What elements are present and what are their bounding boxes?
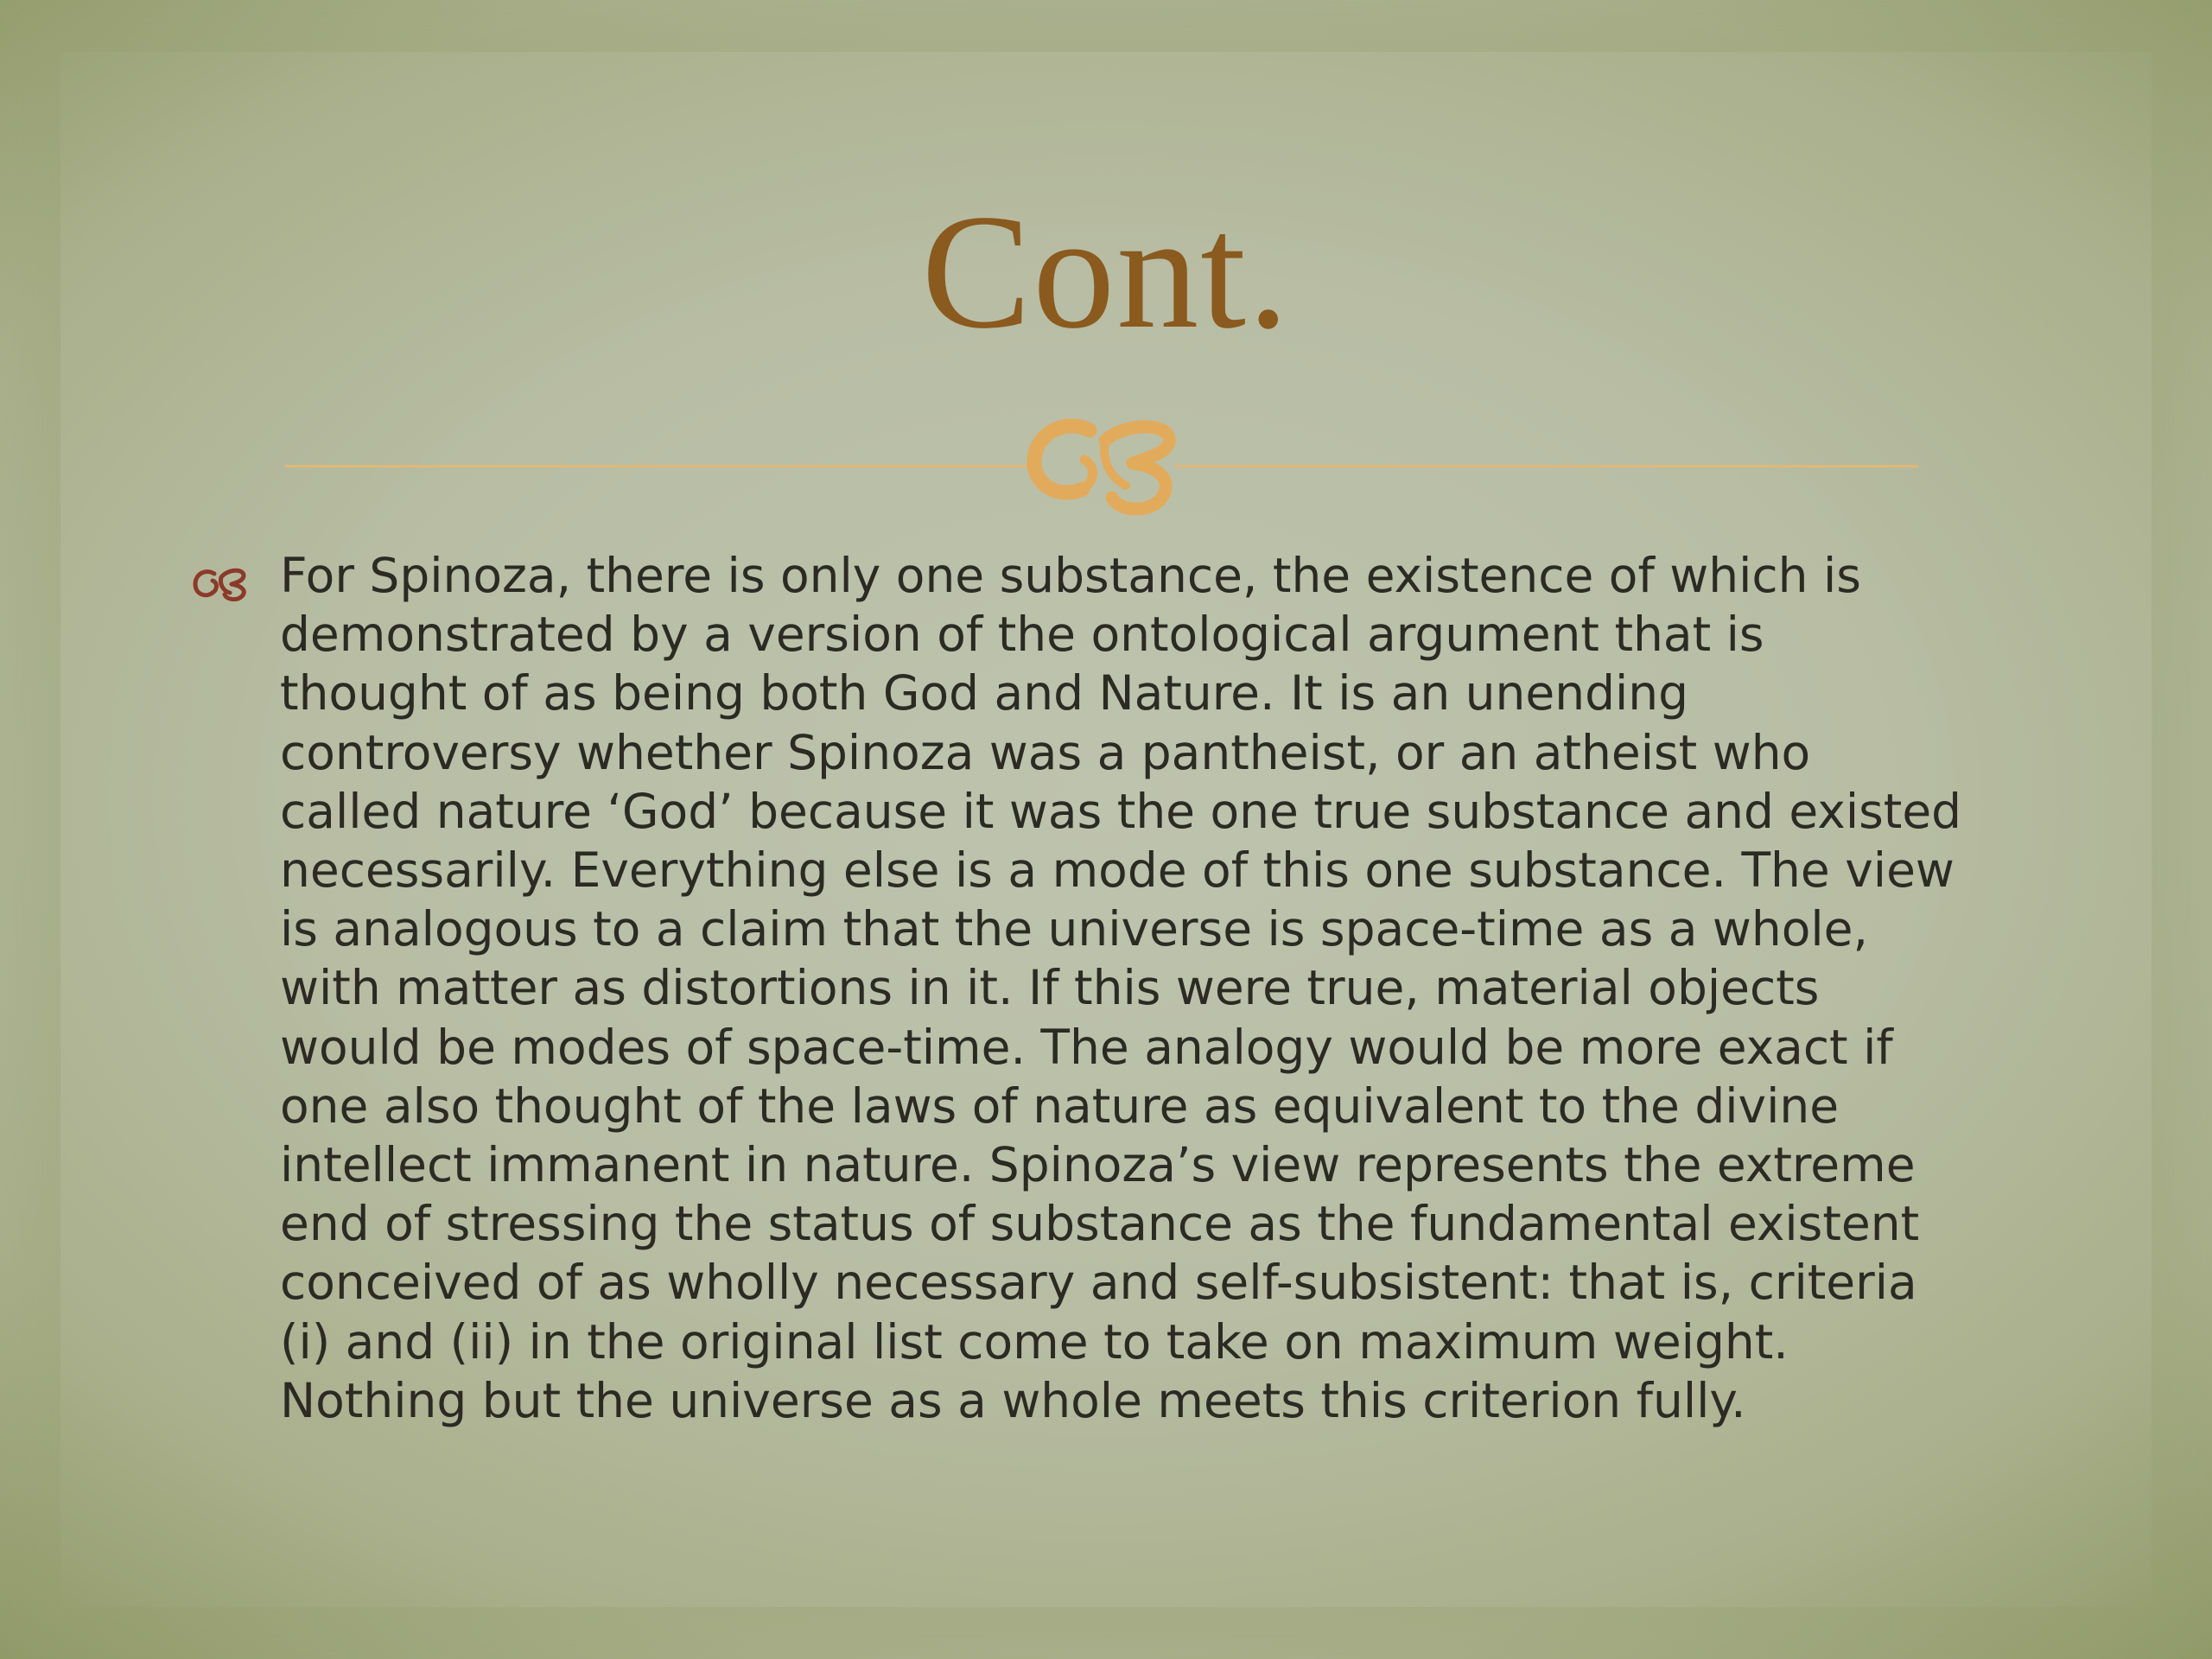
text-line: with matter as distortions in it. If this were true, material objects: [280, 960, 1820, 1016]
text-line: thought of as being both God and Nature. It is an unending: [280, 665, 1689, 721]
bullet-text: [280, 546, 2034, 1430]
text-line: end of stressing the status of substance as the fundamental existent: [280, 1196, 1920, 1252]
text-line: is analogous to a claim that the universe is space-time as a whole,: [280, 901, 1868, 957]
text-line: For Spinoza, there is only one substance, the existence of which is: [280, 548, 1861, 603]
text-line: conceived of as wholly necessary and self-subsistent: that is, criteria: [280, 1255, 1917, 1311]
slide-title: Cont.: [921, 181, 1291, 363]
text-line: demonstrated by a version of the ontological argument that is: [280, 607, 1764, 663]
text-line: (i) and (ii) in the original list come to take on maximum weight.: [280, 1313, 1789, 1370]
text-line: necessarily. Everything else is a mode of this one substance. The view: [280, 842, 1955, 899]
title-divider-right: [1175, 465, 1918, 467]
text-line: controversy whether Spinoza was a pantheist, or an atheist who: [280, 724, 1811, 780]
text-line: would be modes of space-time. The analogy would be more exact if: [280, 1019, 1893, 1075]
title-divider-left: [285, 465, 1028, 467]
text-line: Nothing but the universe as a whole meets this criterion fully.: [280, 1372, 1746, 1428]
text-line: one also thought of the laws of nature as equivalent to the divine: [280, 1077, 1840, 1134]
ornamental-swirl-icon: [1022, 406, 1186, 518]
text-line: called nature ‘God’ because it was the one true substance and existed: [280, 783, 1962, 839]
ornamental-bullet-icon: [192, 563, 251, 601]
text-line: intellect immanent in nature. Spinoza’s view represents the extreme: [280, 1137, 1916, 1193]
